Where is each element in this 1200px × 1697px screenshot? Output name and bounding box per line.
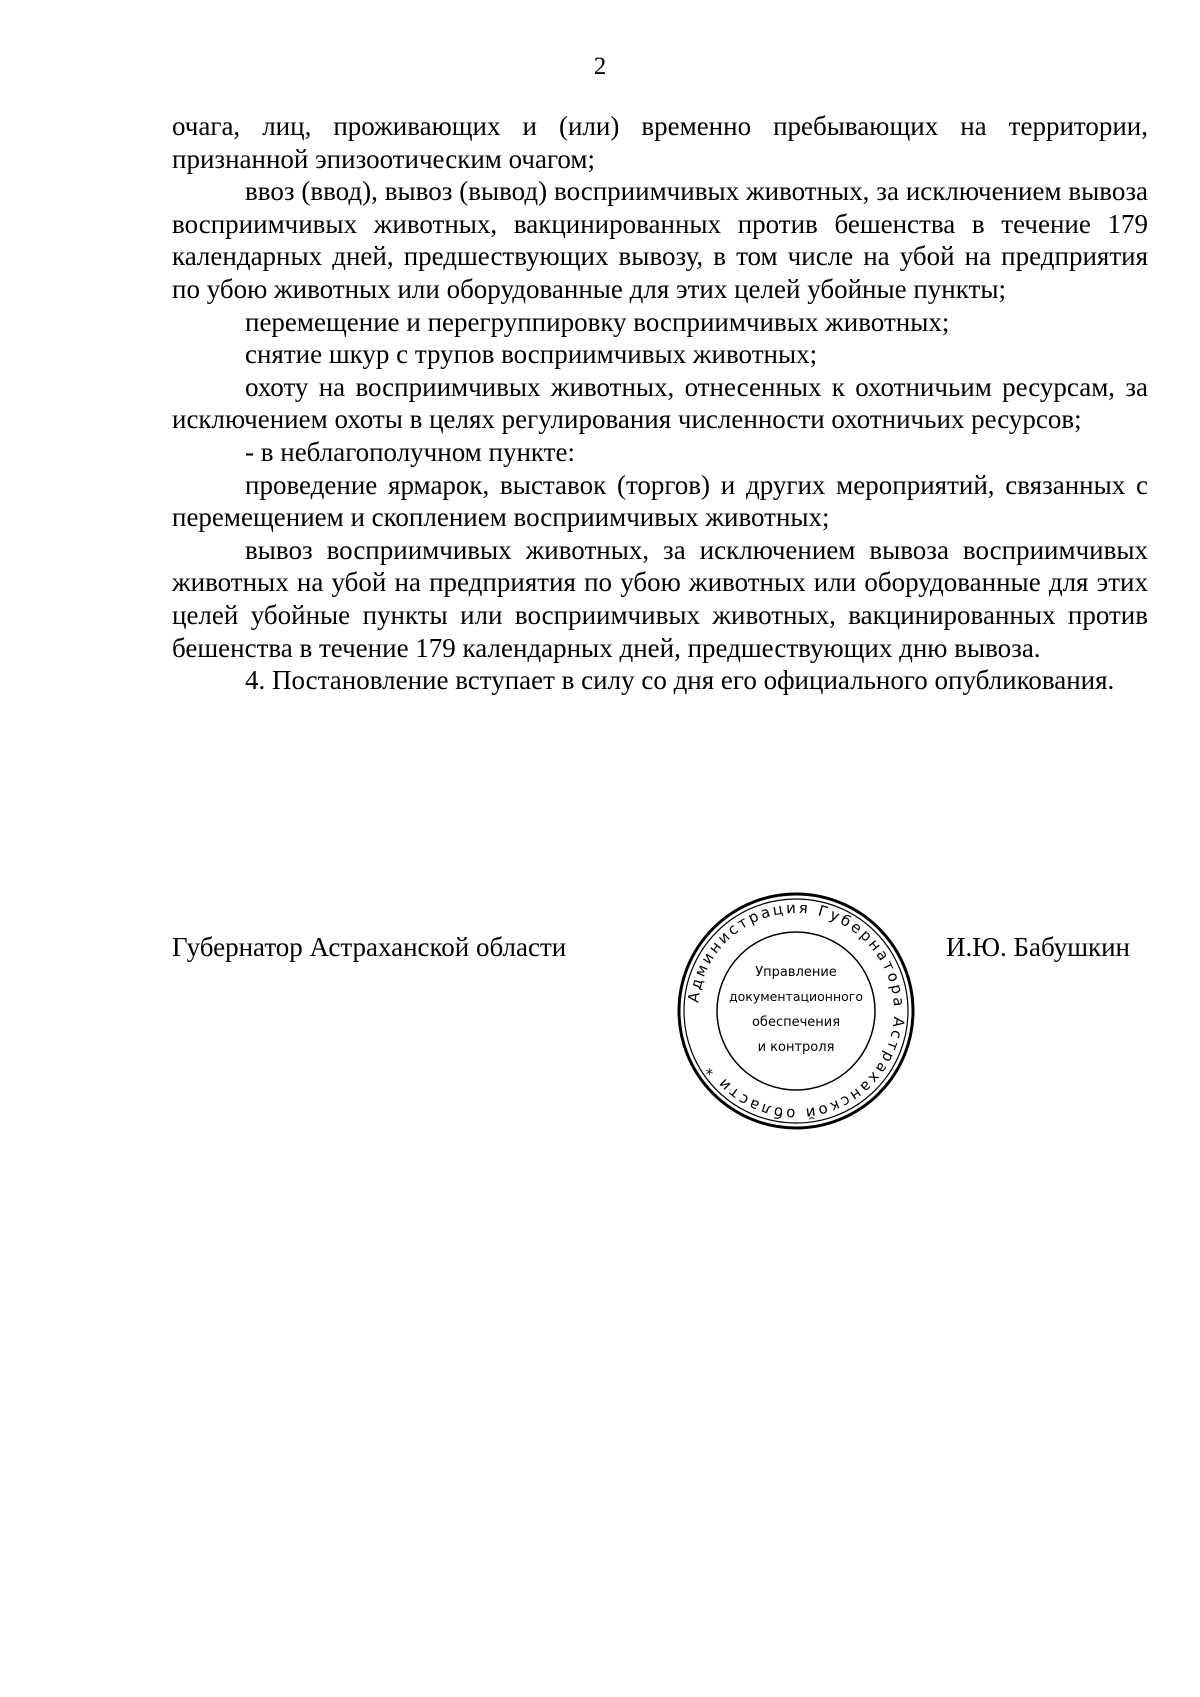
seal-inner-line: Управление: [755, 965, 837, 980]
seal-inner-line: и контроля: [757, 1040, 835, 1055]
paragraph: очага, лиц, проживающих и (или) временно пребывающих на территории, признанной эпизоотическим очагом;: [172, 111, 1148, 174]
paragraph: ввоз (ввод), вывоз (вывод) восприимчивых животных, за исключением вывоза восприимчивых животных, вакцинированных против бешенства в течение 179 календарных дней, предшествующих вывозу, в том числе на убой на предприятия по убою животных или оборудованные для этих целей убойные пункты;: [172, 176, 1148, 304]
paragraph: снятие шкур с трупов восприимчивых животных;: [245, 339, 818, 370]
seal-ring-textpath: Администрация Губернатора Астраханской области *: [684, 898, 909, 1124]
official-seal: [676, 891, 916, 1131]
document-body: [172, 110, 1148, 697]
page-number: 2: [593, 53, 607, 80]
seal-graphic: [676, 891, 916, 1131]
signatory-title: Губернатор Астраханской области: [172, 932, 567, 962]
seal-inner-line: обеспечения: [751, 1015, 841, 1030]
paragraph: 4. Постановление вступает в силу со дня его официального опубликования.: [245, 665, 1115, 696]
paragraph: проведение ярмарок, выставок (торгов) и других мероприятий, связанных с перемещением и скоплением восприимчивых животных;: [172, 469, 1148, 533]
seal-outer-ring: [679, 894, 913, 1128]
seal-inner-line: документационного: [729, 989, 863, 1004]
paragraph: - в неблагополучном пункте:: [245, 436, 575, 467]
paragraph: перемещение и перегруппировку восприимчивых животных;: [245, 306, 950, 337]
signatory-name: И.Ю. Бабушкин: [946, 932, 1131, 962]
paragraph: вывоз восприимчивых животных, за исключением вывоза восприимчивых животных на убой на предприятия по убою животных или оборудованные для этих целей убойные пункты или восприимчивых животных, вакцинированных против бешенства в течение 179 календарных дней, предшествующих дню вывоза.: [172, 534, 1148, 663]
seal-inner-ring: [717, 932, 875, 1090]
paragraph: охоту на восприимчивых животных, отнесенных к охотничьим ресурсам, за исключением охоты в целях регулирования численности охотничьих ресурсов;: [172, 371, 1148, 435]
